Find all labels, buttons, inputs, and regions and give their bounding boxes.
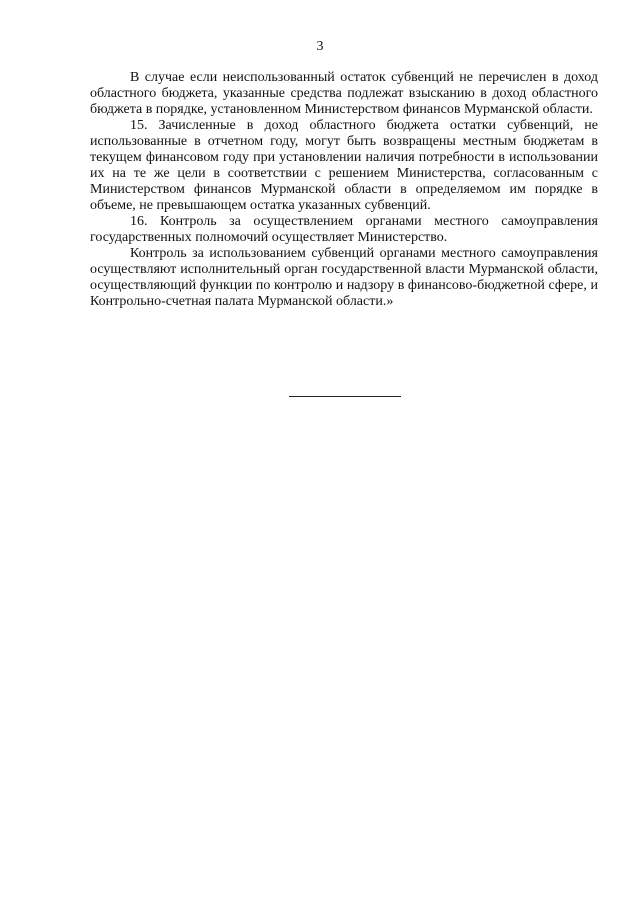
paragraph-control: Контроль за использованием субвенций органами местного самоуправления осуществляют исполнительный орган государственной власти Мурманской области, осуществляющий функции по контролю и надзору в финансово-бюджетной сфере, и Контрольно-счетная палата Мурманской области.» [90, 246, 598, 309]
document-body [90, 70, 598, 310]
paragraph-unused-balance: В случае если неиспользованный остаток субвенций не перечислен в доход областного бюджета, указанные средства подлежат взысканию в доход областного бюджета в порядке, установленном Министерством финансов Мурманской области. [90, 70, 598, 117]
end-divider-line [289, 396, 401, 397]
paragraph-item-16: 16. Контроль за осуществлением органами местного самоуправления государственных полномочий осуществляет Министерство. [90, 214, 598, 245]
page-number: 3 [316, 39, 324, 54]
paragraph-item-15: 15. Зачисленные в доход областного бюджета остатки субвенций, не использованные в отчетном году, могут быть возвращены местным бюджетам в текущем финансовом году при установлении наличия потребности в использовании их на те же цели в соответствии с решением Министерства, согласованным с Министерством финансов Мурманской области в определяемом им порядке в объеме, не превышающем остатка указанных субвенций. [90, 118, 598, 213]
